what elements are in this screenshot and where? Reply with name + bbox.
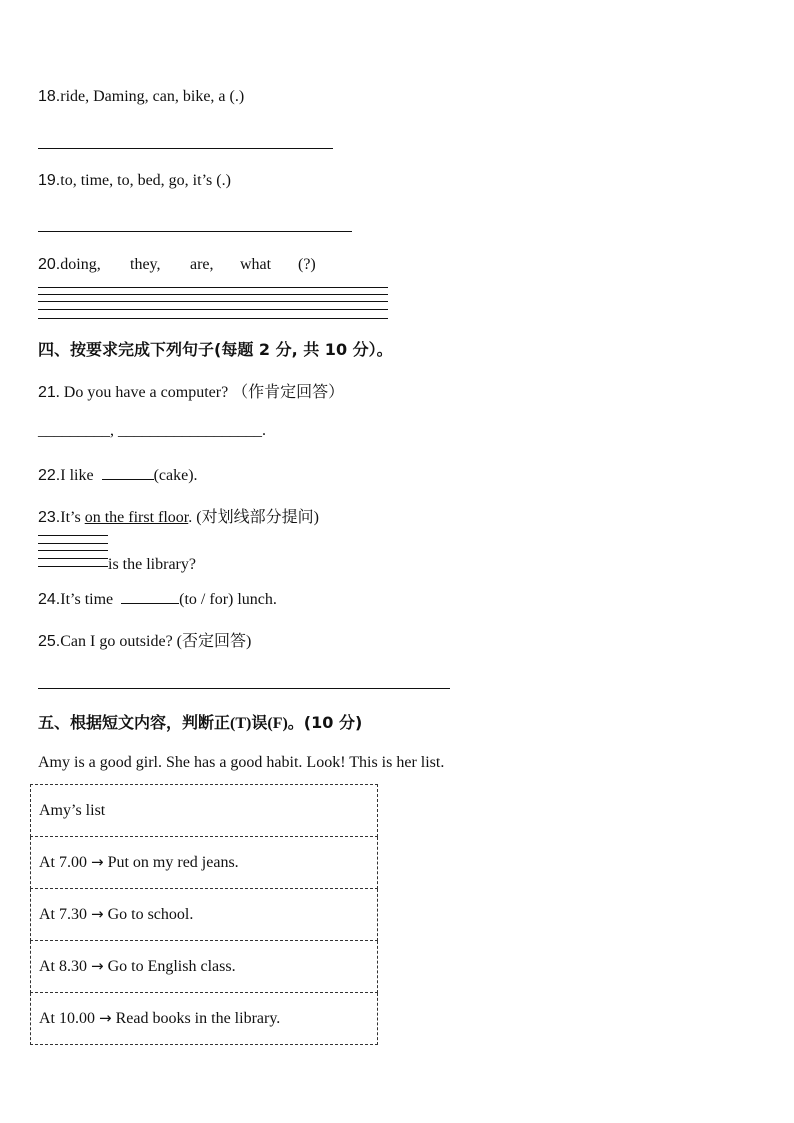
question-text: ride, Daming, can, bike, a (.) (60, 88, 245, 105)
list-task: Put on my red jeans. (107, 854, 239, 871)
answer-line[interactable] (38, 287, 388, 288)
question-24 (38, 587, 277, 609)
word: are, (190, 256, 214, 273)
word: what (240, 256, 272, 273)
list-header: Amy’s list (31, 785, 378, 837)
question-text: Can I go outside? (否定回答) (60, 633, 252, 650)
arrow-right-icon: → (99, 1009, 112, 1027)
word: they, (130, 256, 161, 273)
table-row (31, 941, 378, 993)
section-5-title-a: 五、根据短文内容，判断正 (38, 713, 231, 732)
word: (?) (298, 256, 316, 273)
answer-line[interactable] (38, 543, 108, 544)
question-number: 18. (38, 88, 61, 105)
section-5-title (38, 710, 362, 733)
question-number: 24. (38, 591, 61, 608)
answer-line[interactable] (38, 558, 108, 559)
section-5-title-c: 。(10 分) (287, 713, 363, 732)
question-number: 25. (38, 633, 61, 650)
section-4-title: 四、按要求完成下列句子(每题 2 分, 共 10 分）。 (38, 340, 393, 359)
question-prefix: I like (60, 467, 98, 484)
question-19 (38, 172, 231, 190)
answer-line[interactable] (38, 318, 388, 319)
question-text: . Do you have a computer? （作肯定回答） (55, 384, 345, 401)
question-25 (38, 628, 251, 651)
answer-blank[interactable] (102, 463, 154, 480)
question-suffix: (cake). (153, 467, 198, 484)
question-23 (38, 504, 319, 527)
question-23-answer-suffix: is the library? (108, 556, 196, 573)
answer-line[interactable] (38, 294, 388, 295)
arrow-right-icon: → (91, 905, 104, 923)
answer-line[interactable] (38, 566, 108, 567)
question-number: 20. (38, 256, 61, 273)
question-22 (38, 463, 198, 485)
answer-line[interactable] (38, 550, 108, 551)
list-time: At 7.00 (39, 854, 87, 871)
answer-blank[interactable] (121, 587, 179, 604)
question-prefix: It’s time (60, 591, 118, 608)
answer-line[interactable] (38, 535, 108, 536)
question-text: to, time, to, bed, go, it’s (.) (60, 172, 231, 189)
amy-list-table (30, 784, 378, 1045)
question-number: 21 (38, 384, 56, 401)
question-number: 23. (38, 509, 61, 526)
question-prefix: It’s (60, 509, 85, 526)
false-marker: (F) (267, 715, 288, 732)
question-suffix: . (对划线部分提问) (188, 509, 319, 526)
arrow-right-icon: → (91, 957, 104, 975)
arrow-right-icon: → (91, 853, 104, 871)
underlined-phrase: on the first floor (84, 509, 189, 526)
question-20 (38, 256, 101, 274)
section-5-title-b: 误 (251, 713, 268, 732)
list-task: Read books in the library. (115, 1010, 281, 1027)
list-time: At 10.00 (39, 1010, 95, 1027)
list-time: At 7.30 (39, 906, 87, 923)
question-number: 22. (38, 467, 61, 484)
passage: Amy is a good girl. She has a good habit. Look! This is her list. (38, 754, 445, 771)
answer-blank[interactable]: _________, __________________. (38, 422, 266, 439)
answer-line[interactable] (38, 688, 450, 689)
list-time: At 8.30 (39, 958, 87, 975)
list-task: Go to school. (107, 906, 194, 923)
question-21 (38, 379, 344, 402)
answer-line[interactable] (38, 231, 352, 232)
table-row (31, 837, 378, 889)
table-row (31, 785, 378, 837)
question-number: 19. (38, 172, 61, 189)
word: doing, (60, 256, 101, 273)
question-18 (38, 88, 244, 106)
table-row (31, 993, 378, 1045)
answer-line[interactable] (38, 301, 388, 302)
question-suffix: (to / for) lunch. (179, 591, 277, 608)
table-row (31, 889, 378, 941)
answer-line[interactable] (38, 309, 388, 310)
true-marker: (T) (230, 715, 252, 732)
answer-line[interactable] (38, 148, 333, 149)
list-task: Go to English class. (107, 958, 236, 975)
